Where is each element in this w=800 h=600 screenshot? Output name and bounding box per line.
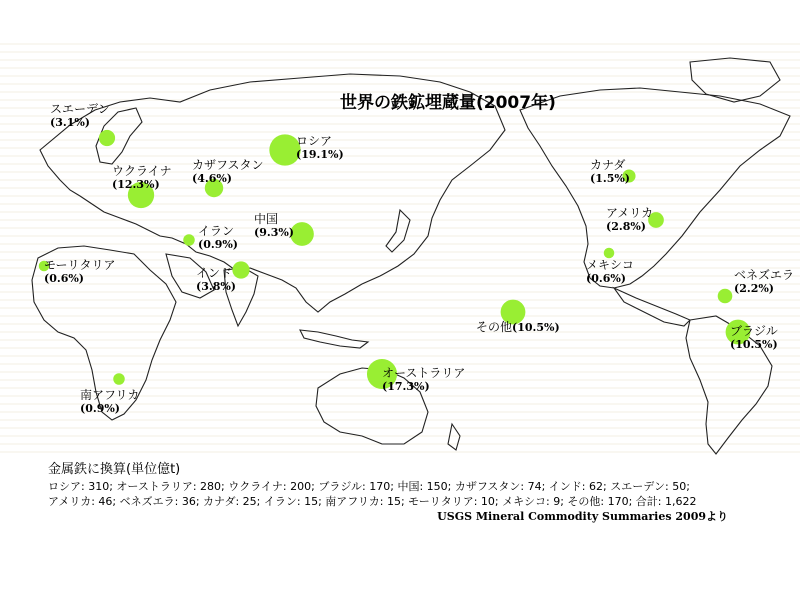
reserve-percent: (4.6%) bbox=[192, 172, 232, 185]
label-usa bbox=[606, 206, 653, 234]
label-mauritania bbox=[44, 258, 116, 286]
label-other bbox=[476, 320, 560, 335]
land-outlines bbox=[32, 58, 790, 454]
reserve-percent: (2.8%) bbox=[606, 220, 646, 233]
legend-row-1: ロシア: 310; オーストラリア: 280; ウクライナ: 200; ブラジル: 170; 中国: 150; カザフスタン: 74; インド: 62; スエーデン: 50; bbox=[48, 480, 690, 493]
reserve-percent: (0.6%) bbox=[586, 272, 626, 285]
label-russia bbox=[296, 134, 344, 162]
reserve-marker-iran bbox=[183, 234, 195, 246]
country-name: インド bbox=[196, 266, 233, 280]
map-title: 世界の鉄鉱埋蔵量(2007年) bbox=[340, 93, 556, 113]
country-name: カナダ bbox=[590, 158, 626, 172]
central-america-outline bbox=[614, 288, 690, 326]
label-brazil bbox=[730, 324, 778, 352]
country-name: ベネズエラ bbox=[734, 268, 795, 282]
source-note: USGS Mineral Commodity Summaries 2009より bbox=[437, 510, 728, 523]
country-name: ウクライナ bbox=[112, 164, 172, 178]
country-name: メキシコ bbox=[586, 258, 634, 272]
reserve-percent: (19.1%) bbox=[296, 148, 344, 161]
reserve-percent: (0.9%) bbox=[198, 238, 238, 251]
legend-row-2: アメリカ: 46; ベネズエラ: 36; カナダ: 25; イラン: 15; 南アフリカ: 15; モーリタリア: 10; メキシコ: 9; その他: 170; 合計: 1,622 bbox=[48, 495, 697, 508]
legend bbox=[48, 462, 768, 524]
reserve-percent: (9.3%) bbox=[254, 226, 294, 239]
world-map bbox=[0, 40, 800, 460]
label-mexico bbox=[586, 258, 634, 286]
reserve-percent: (17.3%) bbox=[382, 380, 430, 393]
indonesia-outline bbox=[300, 330, 368, 348]
label-venezuela bbox=[734, 268, 794, 296]
label-canada bbox=[590, 158, 630, 186]
japan-outline bbox=[386, 210, 410, 252]
label-china bbox=[254, 212, 294, 240]
country-name: その他 bbox=[476, 320, 513, 334]
reserve-percent: (2.2%) bbox=[734, 282, 774, 295]
label-iran bbox=[198, 224, 238, 252]
country-name: 南アフリカ bbox=[80, 388, 140, 402]
country-name: スエーデン bbox=[50, 102, 110, 116]
label-kazakhstan bbox=[192, 158, 264, 186]
reserve-marker-south-africa bbox=[113, 373, 125, 385]
country-name: カザフスタン bbox=[192, 158, 264, 172]
country-name: オーストラリア bbox=[382, 366, 466, 380]
reserve-percent: (0.9%) bbox=[80, 402, 120, 415]
label-south-africa bbox=[80, 388, 139, 416]
label-india bbox=[196, 266, 236, 294]
country-name: モーリタリア bbox=[44, 258, 116, 272]
label-australia bbox=[382, 366, 465, 394]
reserve-percent: (10.5%) bbox=[730, 338, 778, 351]
reserve-percent: (3.8%) bbox=[196, 280, 236, 293]
country-name: ロシア bbox=[296, 134, 333, 148]
greenland-outline bbox=[690, 58, 780, 102]
reserve-marker-sweden bbox=[99, 130, 115, 146]
legend-heading: 金属鉄に換算(単位億t) bbox=[48, 462, 181, 477]
reserve-percent: (12.3%) bbox=[112, 178, 160, 191]
reserve-percent: (0.6%) bbox=[44, 272, 84, 285]
country-name: アメリカ bbox=[606, 206, 654, 220]
reserve-percent: (1.5%) bbox=[590, 172, 630, 185]
reserve-percent: (10.5%) bbox=[512, 321, 560, 334]
label-sweden bbox=[50, 102, 110, 130]
reserve-marker-venezuela bbox=[718, 289, 733, 304]
country-name: イラン bbox=[198, 224, 235, 238]
country-name: ブラジル bbox=[730, 324, 778, 338]
label-ukraine bbox=[112, 164, 172, 192]
country-name: 中国 bbox=[254, 212, 279, 226]
reserve-percent: (3.1%) bbox=[50, 116, 90, 129]
reserve-marker-mexico bbox=[604, 248, 614, 258]
